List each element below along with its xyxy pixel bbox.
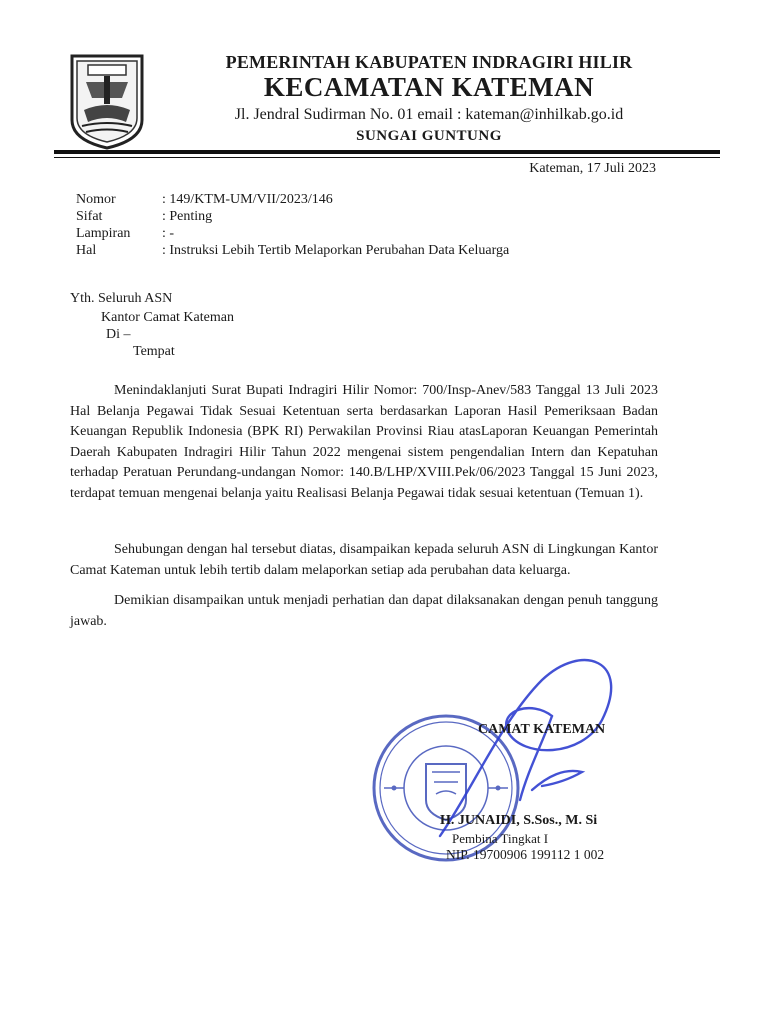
signatory-nip: NIP. 19700906 199112 1 002 bbox=[446, 847, 605, 862]
body-paragraph-2 bbox=[70, 540, 658, 581]
meta-value: : 149/KTM-UM/VII/2023/146 bbox=[162, 192, 333, 207]
meta-nomor bbox=[76, 192, 333, 210]
paragraph-text: Demikian disampaikan untuk menjadi perhatian dan dapat dilaksanakan dengan penuh tanggung jawab. bbox=[70, 593, 658, 629]
meta-value: : Penting bbox=[162, 209, 213, 224]
letter-date: Kateman, 17 Juli 2023 bbox=[529, 161, 656, 176]
letterhead-rule-thick bbox=[54, 150, 720, 154]
meta-label: Sifat bbox=[76, 209, 103, 224]
recipient-place: Tempat bbox=[133, 344, 175, 359]
meta-hal bbox=[76, 243, 509, 261]
meta-sifat bbox=[76, 209, 212, 227]
letterhead-government: PEMERINTAH KABUPATEN INDRAGIRI HILIR bbox=[225, 52, 633, 72]
signatory-rank: Pembina Tingkat I bbox=[452, 831, 549, 846]
meta-label: Nomor bbox=[76, 192, 116, 207]
letterhead-rule-thin bbox=[54, 157, 720, 158]
meta-lampiran bbox=[76, 226, 174, 244]
meta-value: : - bbox=[162, 226, 175, 241]
paragraph-text: Sehubungan dengan hal tersebut diatas, disampaikan kepada seluruh ASN di Lingkungan Kantor Camat Kateman untuk lebih tertib dalam melaporkan setiap ada perubahan data keluarga. bbox=[70, 542, 658, 578]
recipient-di: Di – bbox=[106, 327, 131, 342]
letterhead-office: KECAMATAN KATEMAN bbox=[263, 72, 595, 102]
letterhead-address: Jl. Jendral Sudirman No. 01 email : kateman@inhilkab.go.id bbox=[234, 106, 624, 123]
letterhead-city: SUNGAI GUNTUNG bbox=[356, 128, 502, 144]
signatory-name: H. JUNAIDI, S.Sos., M. Si bbox=[440, 813, 598, 828]
signature-title: CAMAT KATEMAN bbox=[478, 722, 606, 737]
regency-emblem-icon bbox=[66, 50, 148, 150]
recipient-line: Yth. Seluruh ASN bbox=[70, 291, 173, 306]
body-paragraph-3 bbox=[70, 591, 658, 632]
paragraph-text: Menindaklanjuti Surat Bupati Indragiri Hilir Nomor: 700/Insp-Anev/583 Tanggal 13 Juli 2023 Hal Belanja Pegawai Tidak Sesuai Ketentuan serta berdasarkan Laporan Hasil Pemeriksaan Badan Keuangan Republik Indonesia (BPK RI) Perwakilan Provinsi Riau atasLaporan Keuangan Pemerintah Daerah Kabupaten Indragiri Hilir Tahun 2022 mengenai sistem pengendalian Intern dan Kepatuhan terhadap Peratuan Perundang-undangan Nomor: 140.B/LHP/XVIII.Pek/06/2023 Tanggal 15 Juni 2023, terdapat temuan mengenai belanja yaitu Realisasi Belanja Pegawai tidak sesuai ketentuan (Temuan 1). bbox=[70, 383, 658, 501]
meta-label: Hal bbox=[76, 243, 97, 258]
recipient-office: Kantor Camat Kateman bbox=[101, 310, 234, 325]
body-paragraph-1 bbox=[70, 381, 658, 504]
meta-value: : Instruksi Lebih Tertib Melaporkan Perubahan Data Keluarga bbox=[162, 243, 510, 258]
meta-label: Lampiran bbox=[76, 226, 131, 241]
